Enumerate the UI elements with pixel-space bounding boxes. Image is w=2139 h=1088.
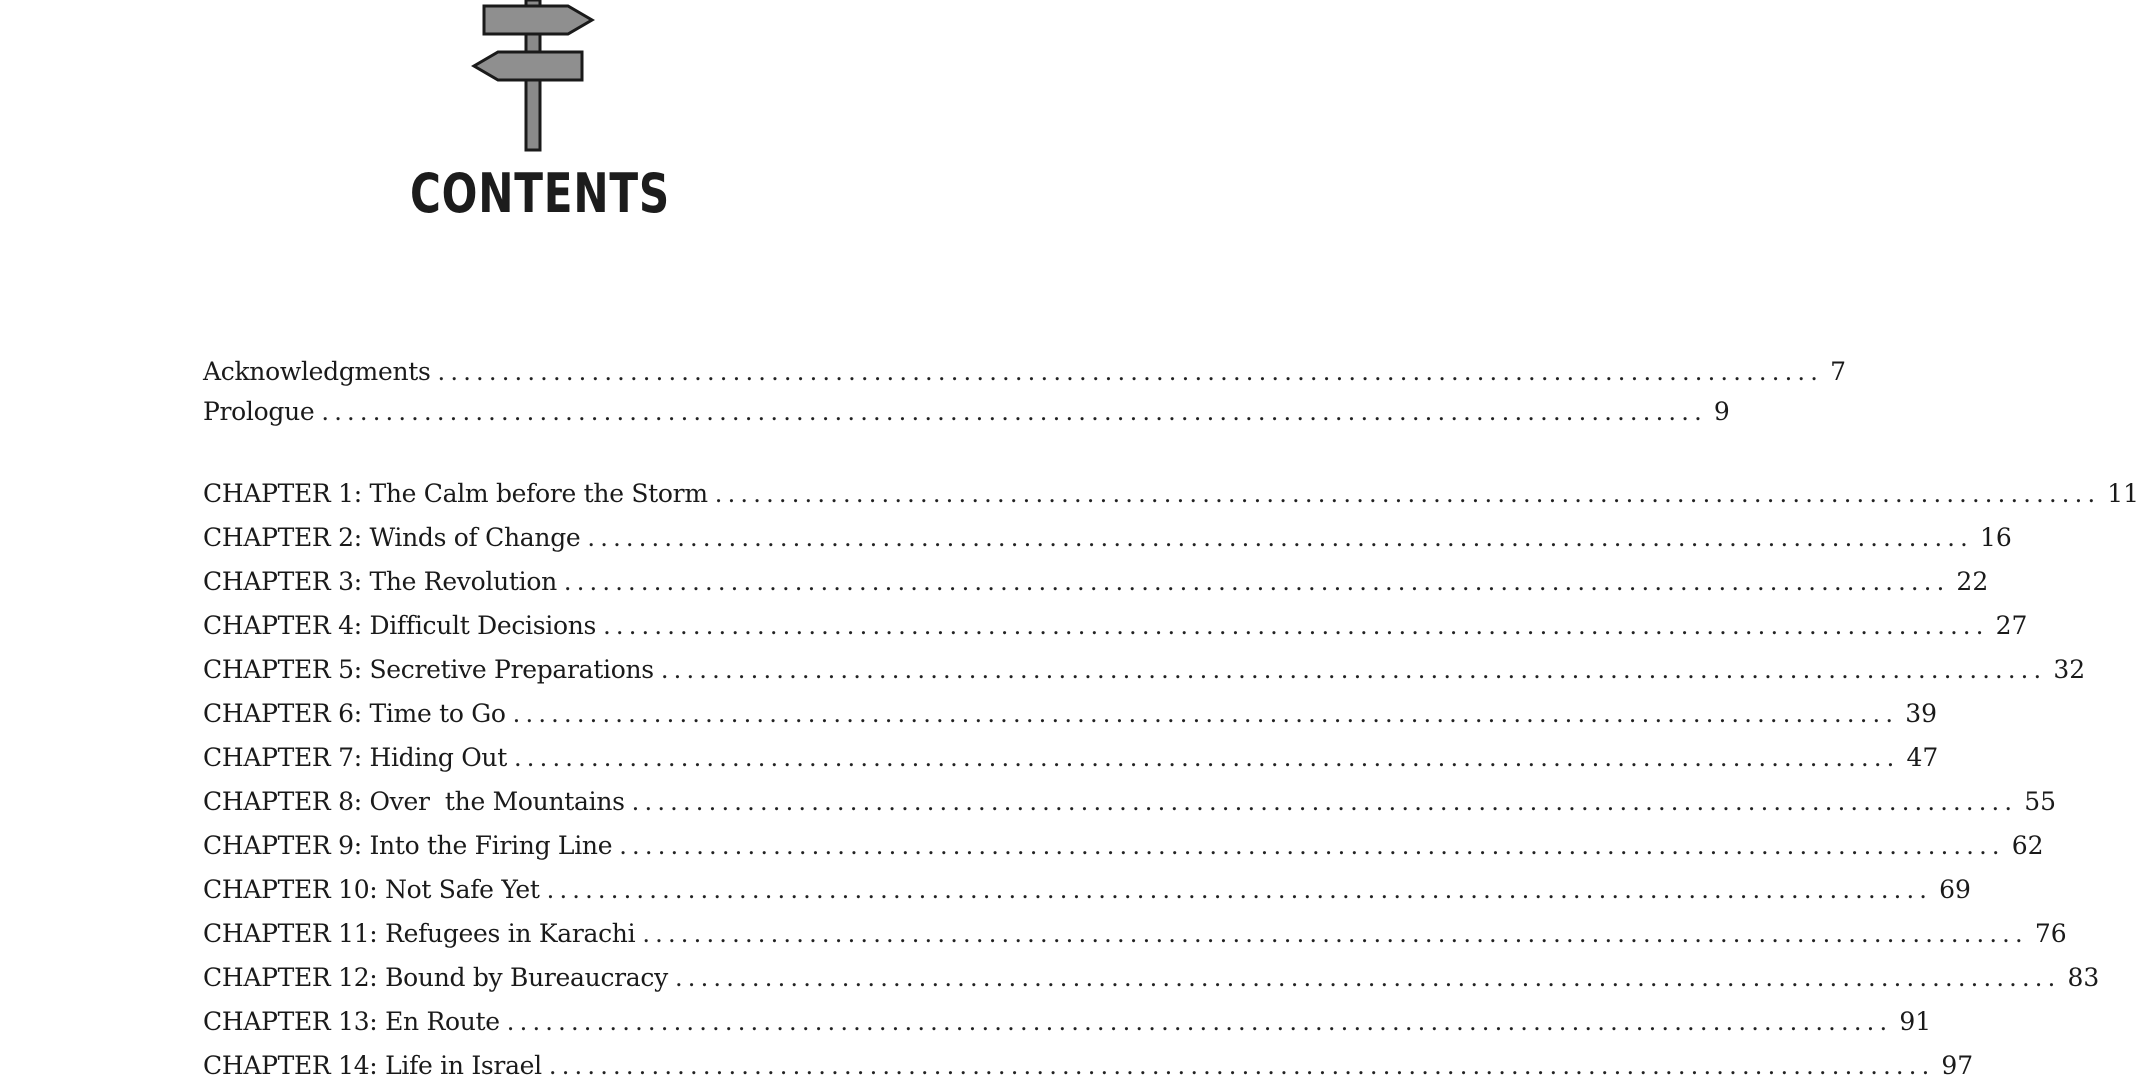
dot-leader: ............................................................................................................ xyxy=(631,788,2018,816)
toc-entry-title: CHAPTER 7: Hiding Out xyxy=(203,743,507,772)
toc-entry-title: CHAPTER 4: Difficult Decisions xyxy=(203,611,597,640)
toc-entry[interactable] xyxy=(203,824,2044,868)
toc-page-number: 9 xyxy=(1713,397,1730,426)
toc-entry-title: CHAPTER 11: Refugees in Karachi xyxy=(203,919,636,948)
toc-page-number: 7 xyxy=(1830,357,1846,386)
toc-page-number: 16 xyxy=(1979,523,2012,552)
toc-entry-title: Prologue xyxy=(203,397,315,426)
dot-leader: ............................................................................................................ xyxy=(714,480,2101,508)
toc-entry-title: CHAPTER 5: Secretive Preparations xyxy=(203,655,654,684)
dot-leader: ............................................................................................................ xyxy=(660,656,2047,684)
dot-leader: ............................................................................................................ xyxy=(506,1008,1893,1036)
dot-leader: ............................................................................................................ xyxy=(512,700,1899,728)
toc-page-number: 22 xyxy=(1956,567,1989,596)
toc-entry-title: CHAPTER 6: Time to Go xyxy=(203,699,506,728)
toc-page-number: 69 xyxy=(1939,875,1971,904)
toc-page-number: 32 xyxy=(2053,655,2086,684)
toc-entry[interactable] xyxy=(203,780,2056,824)
toc-entry[interactable] xyxy=(203,560,1989,604)
toc-entry[interactable] xyxy=(203,956,2100,1000)
toc-entry-title: CHAPTER 2: Winds of Change xyxy=(203,523,581,552)
toc-page-number: 55 xyxy=(2024,787,2056,816)
toc-entry[interactable] xyxy=(203,868,1971,912)
dot-leader: ............................................................................................................ xyxy=(321,398,1707,426)
dot-leader: ............................................................................................................ xyxy=(603,612,1989,640)
toc-entry[interactable] xyxy=(203,648,2086,692)
toc-entry-title: CHAPTER 12: Bound by Bureaucracy xyxy=(203,963,668,992)
toc-page-number: 62 xyxy=(2011,831,2044,860)
chapter-list xyxy=(203,472,2139,1088)
toc-entry[interactable] xyxy=(203,604,2028,648)
dot-leader: ............................................................................................................ xyxy=(642,920,2028,948)
toc-entry[interactable] xyxy=(203,472,2139,516)
toc-entry-title: CHAPTER 13: En Route xyxy=(203,1007,500,1036)
toc-entry[interactable] xyxy=(203,352,1846,392)
dot-leader: ............................................................................................................ xyxy=(546,876,1933,904)
toc-entry-title: CHAPTER 8: Over the Mountains xyxy=(203,787,625,816)
toc-page-number: 83 xyxy=(2067,963,2100,992)
toc-entry-title: CHAPTER 10: Not Safe Yet xyxy=(203,875,540,904)
toc-entry[interactable] xyxy=(203,1044,1974,1088)
toc-entry-title: Acknowledgments xyxy=(203,357,431,386)
dot-leader: ............................................................................................................ xyxy=(437,358,1824,386)
toc-entry-title: CHAPTER 3: The Revolution xyxy=(203,567,557,596)
toc-page-number: 76 xyxy=(2034,919,2067,948)
toc-page-number: 91 xyxy=(1899,1007,1932,1036)
front-matter-list xyxy=(203,352,1846,432)
toc-entry[interactable] xyxy=(203,692,1938,736)
signpost-icon xyxy=(468,0,598,150)
toc-entry[interactable] xyxy=(203,1000,1932,1044)
toc-entry[interactable] xyxy=(203,912,2067,956)
dot-leader: ............................................................................................................ xyxy=(619,832,2005,860)
page-title: CONTENTS xyxy=(409,162,671,225)
dot-leader: ............................................................................................................ xyxy=(513,744,1900,772)
toc-entry-title: CHAPTER 1: The Calm before the Storm xyxy=(203,479,708,508)
toc-page-number: 27 xyxy=(1995,611,2028,640)
dot-leader: ............................................................................................................ xyxy=(548,1052,1935,1080)
toc-entry[interactable] xyxy=(203,392,1730,432)
dot-leader: ............................................................................................................ xyxy=(674,964,2061,992)
toc-entry-title: CHAPTER 9: Into the Firing Line xyxy=(203,831,613,860)
toc-page-number: 39 xyxy=(1905,699,1938,728)
dot-leader: ............................................................................................................ xyxy=(587,524,1973,552)
toc-entry-title: CHAPTER 14: Life in Israel xyxy=(203,1051,542,1080)
toc-page-number: 11 xyxy=(2107,479,2139,508)
toc-entry[interactable] xyxy=(203,736,1939,780)
toc-page-number: 97 xyxy=(1941,1051,1974,1080)
toc-page-number: 47 xyxy=(1906,743,1939,772)
toc-entry[interactable] xyxy=(203,516,2012,560)
dot-leader: ............................................................................................................ xyxy=(563,568,1950,596)
